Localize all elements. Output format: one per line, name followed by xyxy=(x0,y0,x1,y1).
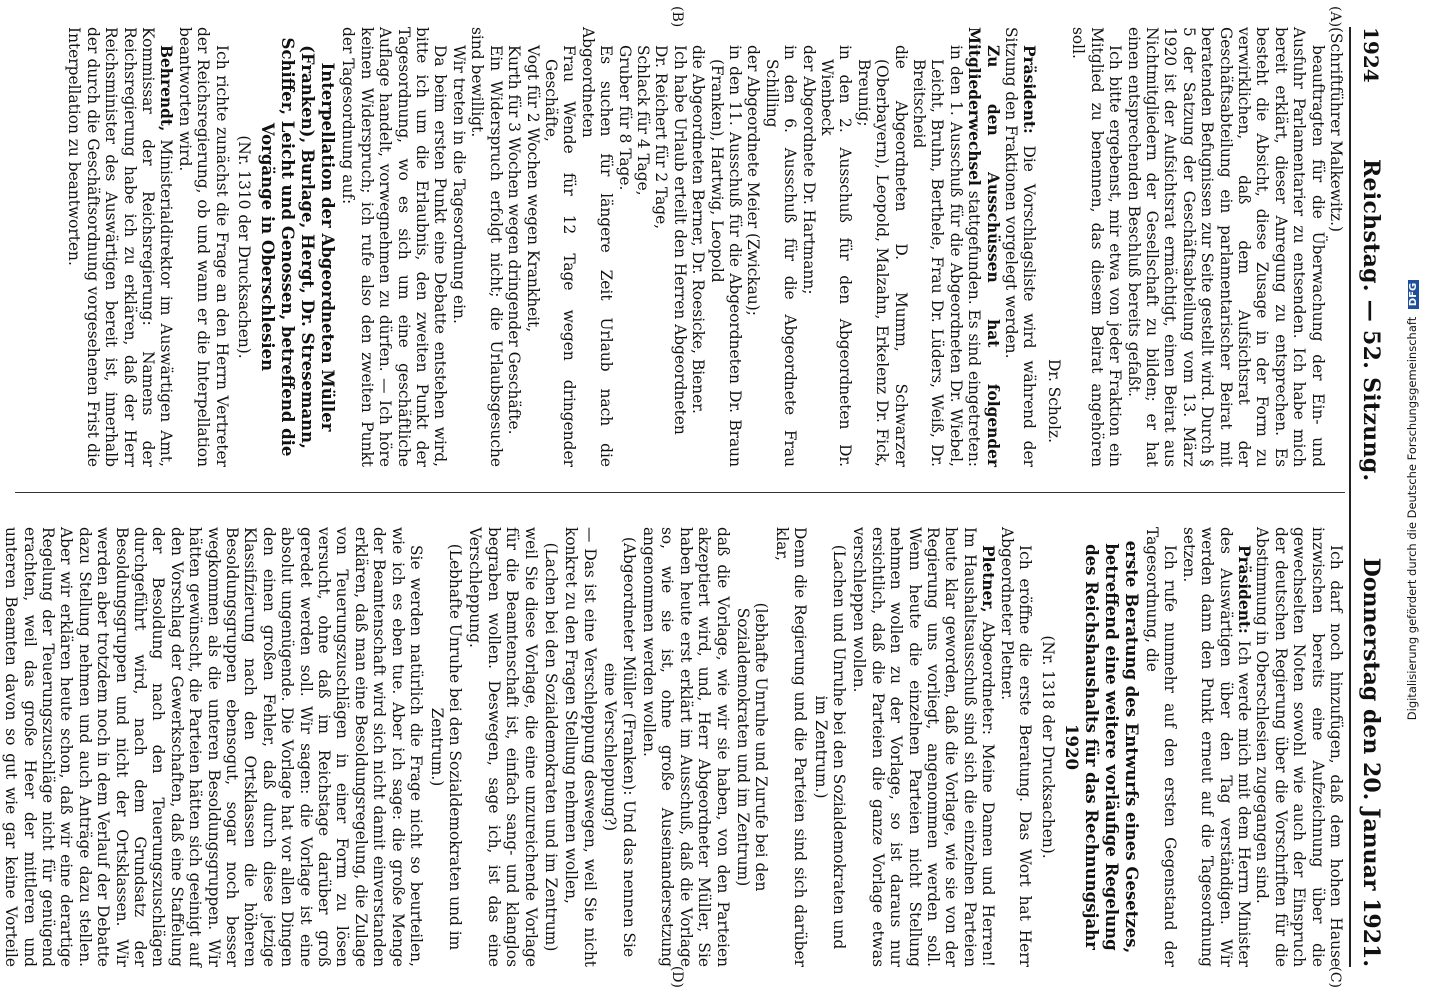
list-item: Dr. Reichert für 2 Tage, xyxy=(652,45,671,230)
list-item: der Abgeordnete Meier (Zwickau); xyxy=(744,45,763,316)
paragraph: weil Sie diese Vorlage, die eine unzureichende Vorlage für die Beamtenschaft ist, einfach sang- und klanglos begraben wollen. Deswegen, sage ich, ist das eine Verschleppung. xyxy=(466,527,540,967)
agenda-headline: erste Beratung des Entwurfs eines Gesetzes, betreffend eine weitere vorläufige Regelung des Reichshaushalts für das Rechnungsjahr 1920 xyxy=(1061,540,1141,954)
paragraph: Ich richte zunächst die Frage an den Herrn Vertreter der Reichsregierung, ob und wann er die Interpellation beantworten wird. xyxy=(175,27,231,467)
headline-note: (Nr. 1318 der Drucksachen). xyxy=(1038,635,1057,859)
list-item: Gruber für 8 Tage. xyxy=(615,45,634,191)
list-item: Schlack für 4 Tage, xyxy=(633,45,652,196)
paragraph: beauftragten für die Überwachung der Ein- und Ausfuhr Parlamentarier zu entsenden. Ich habe mich bereit erklärt, dieser Anregung zu entsprechen. Es besteht die Absicht, diese Zusage in der Form zu verwirklichen, daß dem Aufsichtsrat der Geschäftsabteilung ein parlamentarischer Beirat mit beratenden Befugnissen zur Seite gestellt wird. Durch § 5 der Satzung der Geschäftsabteilung vom 13. März 1920 ist der Aufsichtsrat ermächtigt, einen Beirat aus Nichtmitgliedern der Gesellschaft zu bilden; er hat einen entsprechenden Beschluß bereits gefaßt. xyxy=(1124,27,1327,467)
margin-mark-c: (C) xyxy=(1327,966,1343,988)
margin-mark-d: (D) xyxy=(669,965,685,988)
credit-text: Digitalisierung gefördert durch die Deutsche Forschungsgemeinschaft xyxy=(1405,316,1419,721)
document-page xyxy=(0,2,1405,992)
paragraph: Ich eröffne die erste Beratung. Das Wort hat Herr Abgeordneter Pletner. xyxy=(997,527,1035,967)
margin-mark-b: (B) xyxy=(669,6,685,28)
interjection: (lebhafte Unruhe und Zurufe bei den Sozialdemokraten und im Zentrum) xyxy=(734,602,771,892)
interjection: (Lebhafte Unruhe bei den Sozialdemokraten und im Zentrum.) xyxy=(427,543,464,951)
column-divider xyxy=(15,492,1345,493)
list-item: Vogt für 2 Wochen wegen Krankheit, xyxy=(523,45,542,333)
paragraph: Ich habe Urlaub erteilt den Herren Abgeordneten xyxy=(670,45,689,435)
paragraph: Denn die Regierung und die Parteien sind sich darüber klar, xyxy=(772,527,810,967)
speaker-name: Pletner, xyxy=(979,545,998,613)
paragraph: Abgeordneter: Meine Damen und Herren! Im Haushaltsausschuß sind sich die einzelnen Parteien heute klar geworden, daß die Vorlage, wie sie von der Regierung uns vorliegt, angenommen werden soll. Wenn heute die einzelnen Parteien nicht Stellung nehmen wollen zu der Vorlage, so ist daraus nur ersichtlich, daß die Parteien die ganze Vorlage etwas verschleppen wollen. xyxy=(850,527,998,967)
leave-list-long xyxy=(505,27,579,467)
page-number: 1924 xyxy=(1359,27,1383,83)
paragraph: Die Vorschlagsliste wird während der Sitzung den Fraktionen vorgelegt werden. xyxy=(1002,27,1039,467)
list-item: in den 2. Ausschuß für den Abgeordneten Dr. Wienbeck xyxy=(818,45,855,467)
session-date: Donnerstag den 20. Januar 1921. xyxy=(1358,557,1384,967)
list-item: die Abgeordneten Berner, Dr. Roesicke, Biener. xyxy=(689,45,708,414)
page-header xyxy=(1349,27,1391,967)
interjection: (Lachen bei den Sozialdemokraten und im Zentrum) xyxy=(541,542,560,952)
paragraph: stattgefunden. Es sind eingetreten: xyxy=(965,190,984,467)
paragraph: daß die Vorlage, wie wir sie haben, von den Parteien akzeptiert wird, und, Herr Abgeordneter Müller, Sie haben heute erst erklärt im Ausschuß, daß die Vorlage so, wie sie ist, ohne große Auseinandersetzung angenommen werden wollen. xyxy=(640,527,732,967)
paragraph: Ich werde mich mit dem Herrn Minister des Auswärtigen über den Tag verständigen. Wir werden dann den Punkt erneut auf die Tagesordnung setzen. xyxy=(1179,527,1253,967)
signature: Dr. Scholz. xyxy=(1044,358,1063,443)
list-item: Kurth für 3 Wochen wegen dringender Geschäfte. xyxy=(505,45,524,435)
leave-list-short xyxy=(615,27,670,467)
interjection: (Abgeordneter Müller (Franken): Und das nennen Sie eine Verschleppung?) xyxy=(601,536,638,958)
paragraph: Ministerialdirektor im Auswärtigen Amt, Kommissar der Reichsregierung: Namens der Reichsregierung habe ich zu erklären, daß der Herr Reichsminister des Auswärtigen bereit ist, innerhalb der durch die Geschäftsordnung vorgesehenen Frist die Interpellation zu beantworten. xyxy=(65,27,176,467)
speaker-note: (Schriftführer Malkewitz.) xyxy=(1327,27,1345,233)
committee-member-list xyxy=(689,27,965,467)
paragraph: Ich darf noch hinzufügen, daß dem hohen Hause inzwischen bereits eine Aufzeichnung über die gewechselten Noten sowohl wie auch der Einspruch der deutschen Regierung über die Vorschriften für die Abstimmung in Oberschlesien zugegangen sind. xyxy=(1253,527,1345,967)
interjection: (Lachen und Unruhe bei den Sozialdemokraten und im Zentrum.) xyxy=(811,544,849,950)
paragraph-lead: Zu den Ausschüssen hat folgender Mitgliederwechsel xyxy=(965,27,1002,467)
list-item: die Abgeordneten D. Mumm, Schwarzer (Oberbayern), Leopold, Malzahn, Erkelenz Dr. Fick, Breunig; xyxy=(854,45,910,467)
digitization-credit xyxy=(1405,5,1419,995)
dfg-logo: DFG xyxy=(1408,280,1419,309)
paragraph: Ich rufe nunmehr auf den ersten Gegenstand der Tagesordnung, die xyxy=(1142,527,1180,967)
list-item: Frau Wende für 12 Tage wegen dringender Geschäfte, xyxy=(541,45,579,467)
paragraph: Sie werden natürlich die Frage nicht so beurteilen, wie ich es eben tue. Aber ich sage: die große Menge der Beamtenschaft wird sich nicht damit einverstanden erklären, daß man eine Besoldungsregelung, die Zulage von Teuerungszuschlägen in einer Form zu lösen versucht, ohne daß im Reichstage darüber groß geredet werden soll. Wir sagen: die Vorlage ist eine absolut ungenügende. Die Vorlage hat vor allen Dingen den einen großen Fehler, daß durch diese jetzige Klassifizierung nach den Ortsklassen die höheren Besoldungsgruppen ebensogut, sogar noch besser wegkommen als die unteren Besoldungsgruppen. Wir hätten gewünscht, die Parteien hätten sich geeinigt auf den Vorschlag der Gewerkschaften, daß eine Staffelung der Besoldung nach den Teuerungszuschlägen durchgeführt wird, nach dem Grundsatz der Besoldungsgruppen und nicht der Ortsklassen. Wir werden aber trotzdem noch in dem Verlauf der Debatte dazu Stellung nehmen und auch Anträge dazu stellen. Aber wir erklären heute schon, daß wir eine derartige Regelung der Teuerungszuschläge nicht für genügend erachten, weil das große Heer der mittleren und unteren Beamten davon so gut wie gar keine Vorteile xyxy=(2,527,426,967)
speaker-name: Präsident: xyxy=(1234,545,1253,634)
right-column xyxy=(2,527,1345,967)
speaker-name: Präsident: xyxy=(1020,45,1039,134)
paragraph: Wir treten in die Tagesordnung ein. xyxy=(449,45,468,324)
paragraph: Ich bitte ergebenst, mir etwa von jeder Fraktion ein Mitglied zu benennen, das diesem Beirat angehören soll. xyxy=(1069,27,1125,467)
agenda-headline: Interpellation der Abgeordneten Müller (Franken), Burlage, Hergt, Dr. Stresemann, Schiffer, Leicht und Genossen, betreffend die Vorgänge in Oberschlesien xyxy=(258,37,338,457)
paragraph: Ein Widerspruch erfolgt nicht; die Urlaubsgesuche sind bewilligt. xyxy=(468,27,505,467)
list-item: in den 11. Ausschuß für die Abgeordneten Dr. Braun (Franken), Hartwig, Leopold xyxy=(707,45,744,467)
left-column xyxy=(15,27,1345,467)
list-item: der Abgeordnete Dr. Hartmann; xyxy=(799,45,818,295)
list-item: in den 1. Ausschuß für die Abgeordneten Dr. Wiebel, Leicht, Bruhn, Berthele, Frau Dr. Lüders, Weiß, Dr. Breitscheid xyxy=(910,45,965,467)
paragraph: — Das ist eine Verschleppung deswegen, weil Sie nicht konkret zu den Fragen Stellung nehmen wollen, xyxy=(562,527,599,967)
speaker-name: Behrendt, xyxy=(157,45,176,132)
session-title: Reichstag. — 52. Sitzung. xyxy=(1358,158,1384,482)
list-item: in den 6. Ausschuß für die Abgeordnete Frau Schilling xyxy=(762,45,800,467)
headline-note: (Nr. 1310 der Drucksachen). xyxy=(235,135,254,359)
margin-mark-a: (A) xyxy=(1327,6,1343,28)
paragraph: Es suchen für längere Zeit Urlaub nach die Abgeordneten xyxy=(578,27,616,467)
paragraph: Da beim ersten Punkt eine Debatte entstehen wird, bitte ich um die Erlaubnis, den zweiten Punkt der Tagesordnung, wo es sich um eine geschäftliche Auflage handelt, vorwegnehmen zu dürfen. — Ich höre keinen Widerspruch; ich rufe also den zweiten Punkt der Tagesordnung auf: xyxy=(339,27,450,467)
